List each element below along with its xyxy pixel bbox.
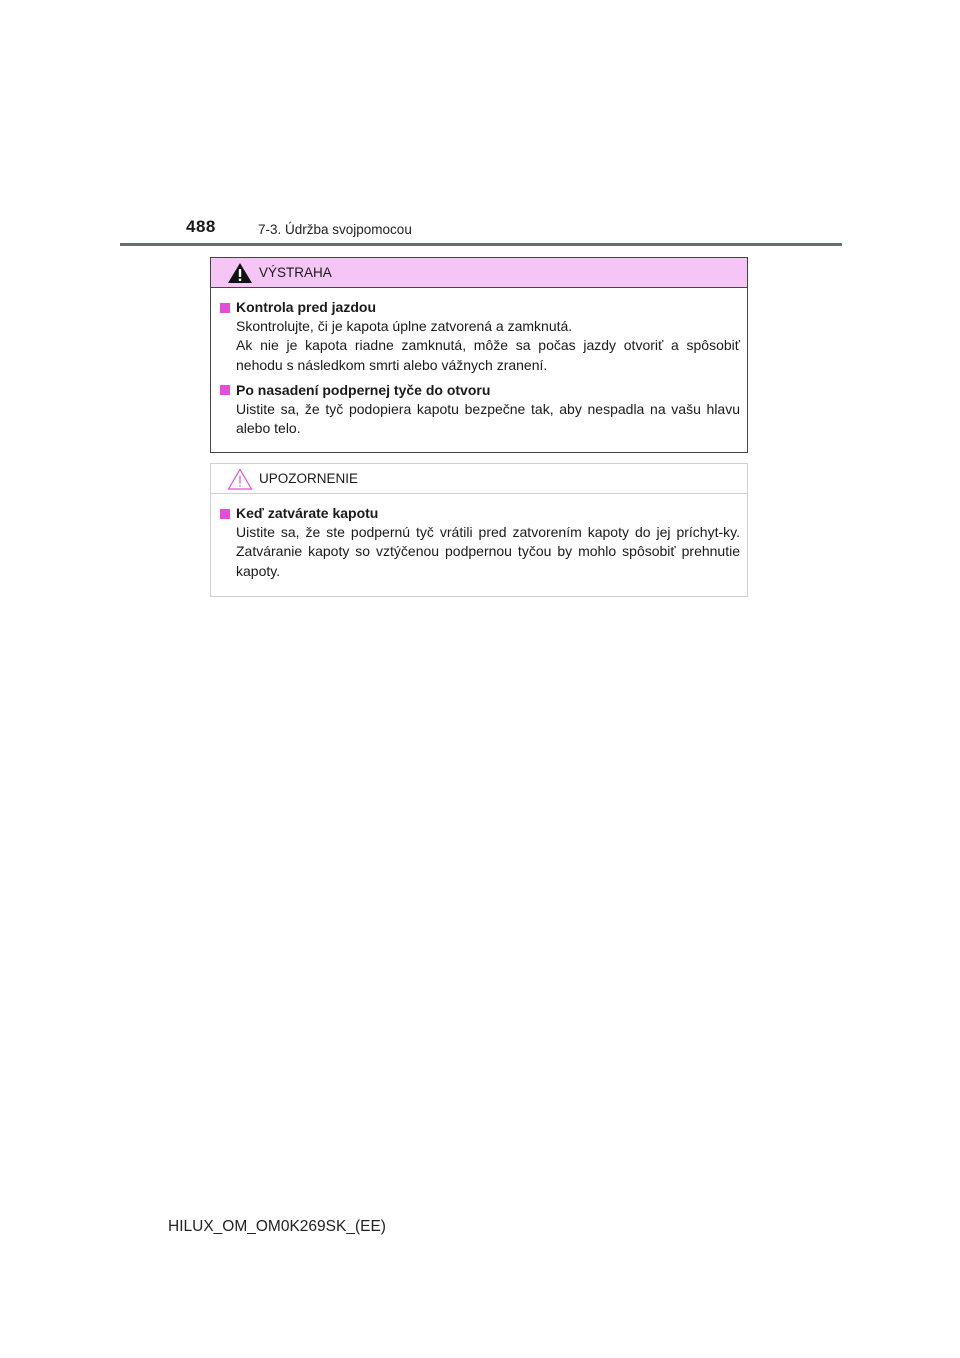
bullet-icon [220,303,230,313]
header-rule [120,243,842,246]
caution-item-title: Keď zatvárate kapotu [236,505,379,521]
caution-item-text: Uistite sa, že ste podpernú tyč vrátili pred zatvorením kapoty do jej príchyt-ky. Zatváranie kapoty so vztýčenou podpernou tyčou by mohlo spôsobiť prehnutie kapoty. [236,524,740,579]
page-number: 488 [186,217,216,236]
warning-triangle-icon [227,262,253,284]
warning-item-title: Po nasadení podpernej tyče do otvoru [236,381,491,398]
section-title: 7-3. Údržba svojpomocou [258,222,412,237]
warning-item-text: Uistite sa, že tyč podopiera kapotu bezpečne tak, aby nespadla na vašu hlavu alebo telo. [236,400,740,437]
warning-item-1 [218,298,740,375]
caution-item-1 [218,504,740,581]
warning-item-title: Kontrola pred jazdou [236,299,376,315]
warning-header [211,258,747,288]
caution-triangle-icon [227,468,253,490]
bullet-icon [220,509,230,519]
caution-header [211,464,747,494]
document-code: HILUX_OM_OM0K269SK_(EE) [168,1218,386,1235]
warning-box [210,257,748,453]
caution-box [210,463,748,597]
bullet-icon [220,385,230,395]
warning-label: VÝSTRAHA [259,265,332,280]
caution-label: UPOZORNENIE [259,471,359,486]
warning-item-text: Ak nie je kapota riadne zamknutá, môže sa počas jazdy otvoriť a spôsobiť nehodu s následkom smrti alebo vážnych zranení. [236,337,740,373]
warning-item-2 [218,381,740,439]
warning-item-text: Skontrolujte, či je kapota úplne zatvorená a zamknutá. [236,318,573,334]
